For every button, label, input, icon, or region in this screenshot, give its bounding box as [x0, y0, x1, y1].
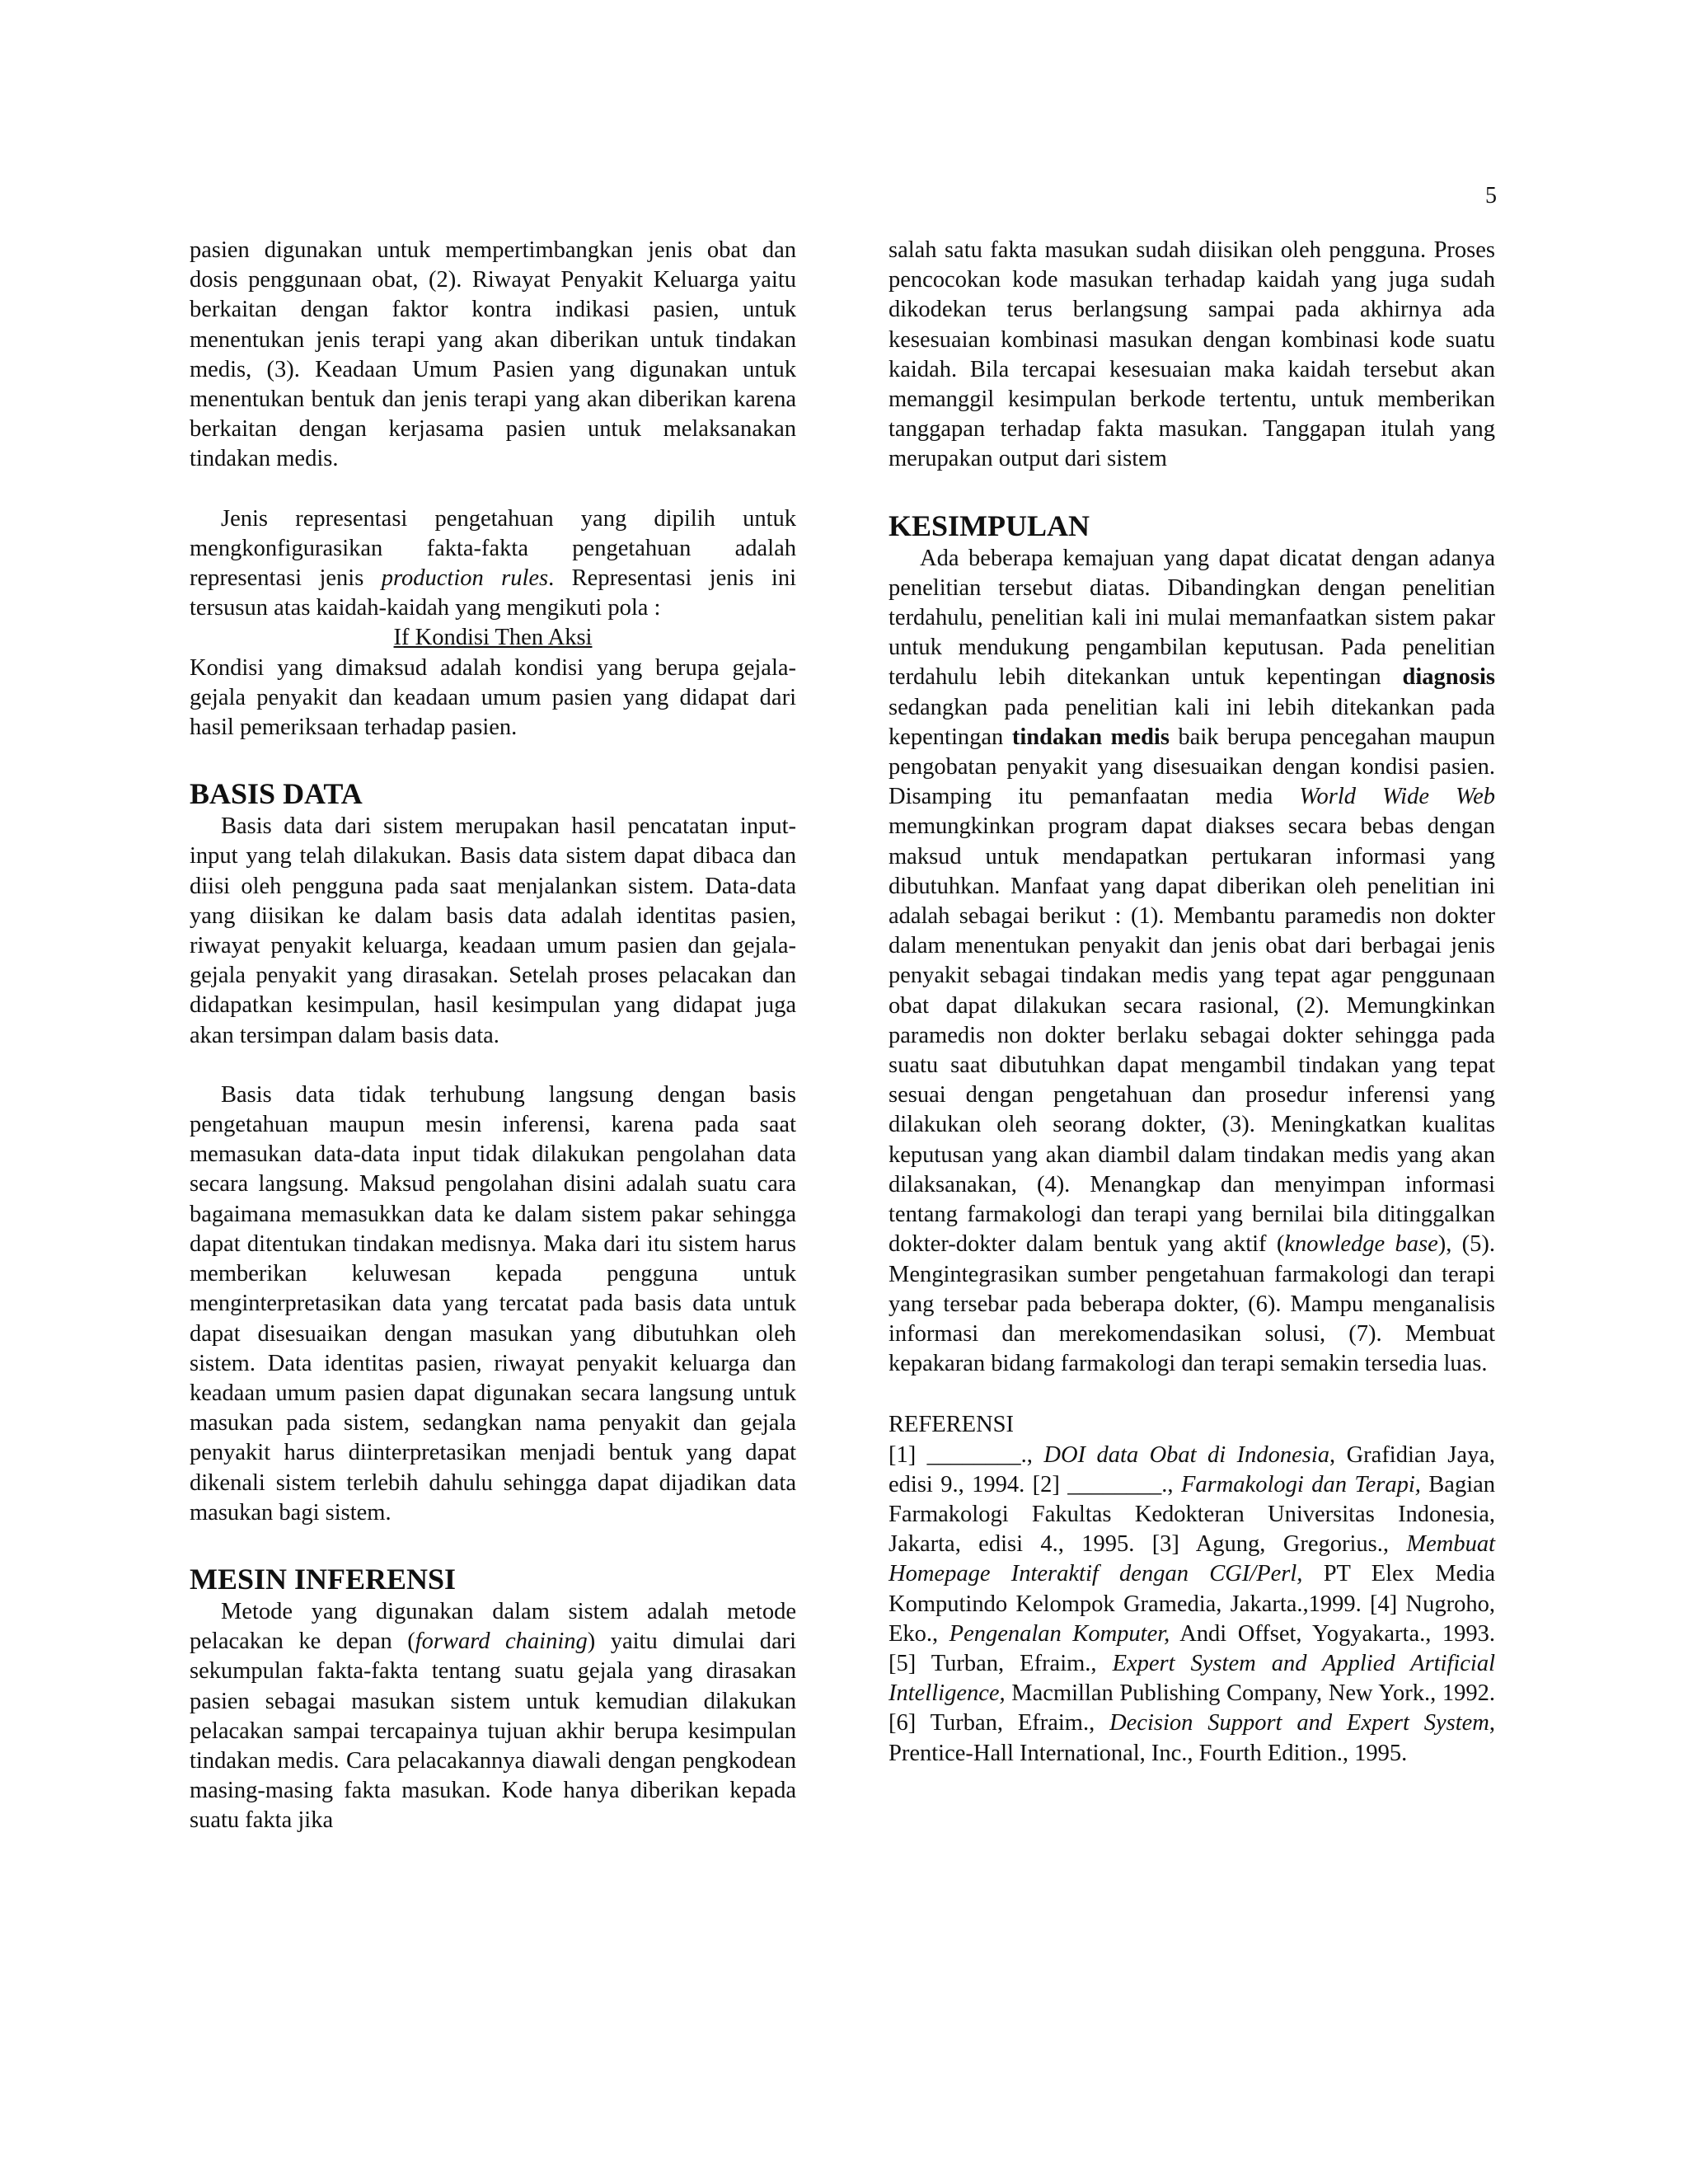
section-heading: KESIMPULAN: [889, 509, 1090, 542]
section-heading: BASIS DATA: [190, 777, 363, 811]
left-column: [190, 236, 796, 1836]
page-number: 5: [1485, 183, 1497, 209]
paragraph: Jenis representasi pengetahuan yang dipilih untuk mengkonfigurasikan fakta-fakta pengetahuan adalah representasi jenis production rules. Representasi jenis ini tersusun atas kaidah-kaidah yang mengikuti pola :: [190, 505, 796, 621]
references-heading: REFERENSI: [889, 1412, 1015, 1438]
italic-term: World Wide Web: [1299, 784, 1495, 810]
bold-term: tindakan medis: [1011, 724, 1170, 750]
paragraph: Basis data dari sistem merupakan hasil pencatatan input-input yang telah dilakukan. Basis data sistem dapat dibaca dan diisi oleh pengguna pada saat menjalankan sistem. Data-data yang diisikan ke dalam basis data adalah identitas pasien, riwayat penyakit keluarga, keadaan umum pasien dan gejala-gejala penyakit yang dirasakan. Setelah proses pelacakan dan didapatkan kesimpulan, hasil kesimpulan yang didapat juga akan tersimpan dalam basis data.: [190, 813, 796, 1048]
italic-term: knowledge base: [1284, 1231, 1438, 1258]
italic-term: forward chaining: [415, 1629, 588, 1655]
paragraph: Kondisi yang dimaksud adalah kondisi yang berupa gejala-gejala penyakit dan keadaan umum pasien yang didapat dari hasil pemeriksaan terhadap pasien.: [190, 654, 796, 741]
bold-term: diagnosis: [1402, 664, 1495, 691]
paragraph: salah satu fakta masukan sudah diisikan oleh pengguna. Proses pencocokan kode masukan terhadap kaidah yang juga sudah dikodekan terus berlangsung sampai pada akhirnya ada kesesuaian kombinasi masukan dengan kombinasi kode suatu kaidah. Bila tercapai kesesuaian maka kaidah tersebut akan memanggil kesimpulan berkode tertentu, untuk memberikan tanggapan terhadap fakta masukan. Tanggapan itulah yang merupakan output dari sistem: [889, 237, 1495, 472]
right-column: [889, 236, 1495, 1769]
paragraph: pasien digunakan untuk mempertimbangkan jenis obat dan dosis penggunaan obat, (2). Riwayat Penyakit Keluarga yaitu berkaitan dengan faktor kontra indikasi pasien, untuk menentukan jenis terapi yang akan diberikan untuk tindakan medis, (3). Keadaan Umum Pasien yang digunakan untuk menentukan bentuk dan jenis terapi yang akan diberikan karena berkaitan dengan kerjasama pasien untuk melaksanakan tindakan medis.: [190, 237, 796, 472]
paragraph: Basis data tidak terhubung langsung dengan basis pengetahuan maupun mesin inferensi, karena pada saat memasukan data-data input tidak dilakukan pengolahan data secara langsung. Maksud pengolahan disini adalah suatu cara bagaimana memasukkan data ke dalam sistem pakar sehingga dapat ditentukan tindakan medisnya. Maka dari itu sistem harus memberikan keluwesan kepada pengguna untuk menginterpretasikan data yang tercatat pada basis data untuk dapat disesuaikan dengan masukan yang dibutuhkan oleh sistem. Data identitas pasien, riwayat penyakit keluarga dan keadaan umum pasien dapat digunakan secara langsung untuk masukan pada sistem, sedangkan nama penyakit dan gejala penyakit harus diinterpretasikan menjadi bentuk yang dapat dikenali sistem terlebih dahulu sehingga dapat dijadikan data masukan bagi sistem.: [190, 1081, 796, 1526]
section-heading: MESIN INFERENSI: [190, 1562, 457, 1596]
references-list: [1] ________., DOI data Obat di Indonesia, Grafidian Jaya, edisi 9., 1994. [2] ________., Farmakologi dan Terapi, Bagian Farmakologi Fakultas Kedokteran Universitas Indonesia, Jakarta, edisi 4., 1995. [3] Agung, Gregorius., Membuat Homepage Interaktif dengan CGI/Perl, PT Elex Media Komputindo Kelompok Gramedia, Jakarta.,1999. [4] Nugroho, Eko., Pengenalan Komputer, Andi Offset, Yogyakarta., 1993. [5] Turban, Efraim., Expert System and Applied Artificial Intelligence, Macmillan Publishing Company, New York., 1992. [6] Turban, Efraim., Decision Support and Expert System, Prentice-Hall International, Inc., Fourth Edition., 1995.: [889, 1441, 1496, 1766]
paragraph: Metode yang digunakan dalam sistem adalah metode pelacakan ke depan (forward chaining) yaitu dimulai dari sekumpulan fakta-fakta tentang suatu gejala yang dirasakan pasien sebagai masukan sistem untuk kemudian dilakukan pelacakan sampai tercapainya tujuan akhir berupa kesimpulan tindakan medis. Cara pelacakannya diawali dengan pengkodean masing-masing fakta masukan. Kode hanya diberikan kepada suatu fakta jika: [190, 1598, 797, 1834]
rule-pattern: If Kondisi Then Aksi: [393, 625, 593, 651]
italic-term: production rules: [381, 565, 549, 592]
paragraph: Ada beberapa kemajuan yang dapat dicatat dengan adanya penelitian tersebut diatas. Dibandingkan dengan penelitian terdahulu, penelitian kali ini mulai memanfaatkan sistem pakar untuk mendukung pengambilan keputusan. Pada penelitian terdahulu lebih ditekankan untuk kepentingan diagnosis sedangkan pada penelitian kali ini lebih ditekankan pada kepentingan tindakan medis baik berupa pencegahan maupun pengobatan penyakit yang disesuaikan dengan kondisi pasien. Disamping itu pemanfaatan media World Wide Web memungkinkan program dapat diakses secara bebas dengan maksud untuk mendapatkan pertukaran informasi yang dibutuhkan. Manfaat yang dapat diberikan oleh penelitian ini adalah sebagai berikut : (1). Membantu paramedis non dokter dalam menentukan penyakit dan jenis obat dari berbagai jenis penyakit sebagai tindakan medis yang tepat agar penggunaan obat dapat dilakukan secara rasional, (2). Memungkinkan paramedis non dokter berlaku sebagai dokter sehingga pada suatu saat dibutuhkan dapat mengambil tindakan yang tepat sesuai dengan pengetahuan dan prosedur inferensi yang dilakukan oleh seorang dokter, (3). Meningkatkan kualitas keputusan yang akan diambil dalam tindakan medis yang akan dilaksanakan, (4). Menangkap dan menyimpan informasi tentang farmakologi dan terapi yang bernilai bila ditinggalkan dokter-dokter dalam bentuk yang aktif (knowledge base), (5). Mengintegrasikan sumber pengetahuan farmakologi dan terapi yang tersebar pada beberapa dokter, (6). Mampu menganalisis informasi dan merekomendasikan solusi, (7). Membuat kepakaran bidang farmakologi dan terapi semakin tersedia luas.: [889, 545, 1495, 1377]
